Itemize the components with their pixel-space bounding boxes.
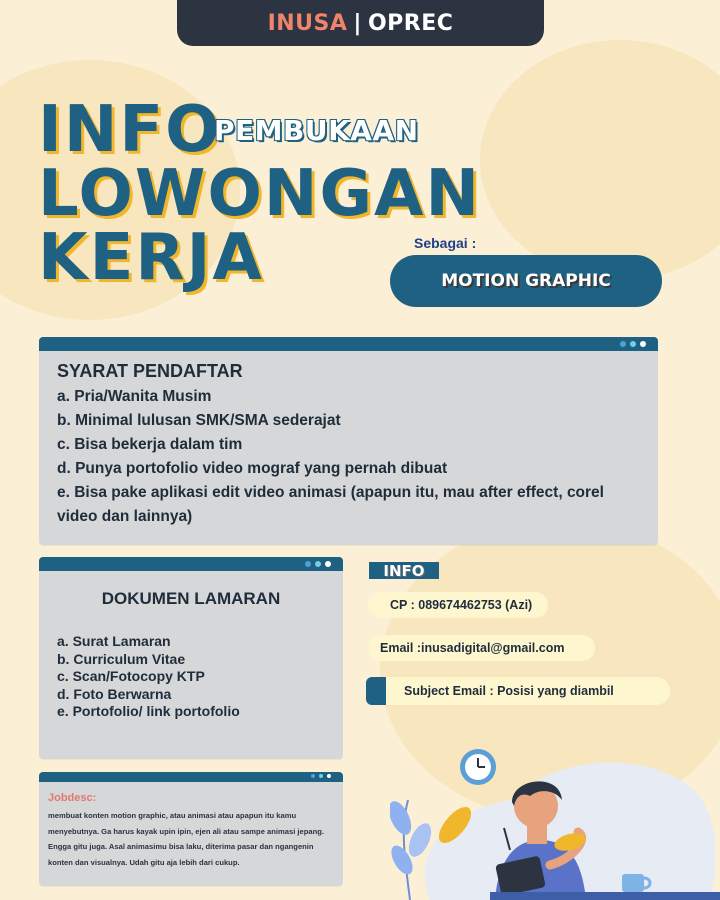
- contact-email[interactable]: [368, 635, 595, 661]
- role-badge: [390, 255, 662, 307]
- list-item: e. Portofolio/ link portofolio: [57, 703, 240, 719]
- jobdesc-text: membuat konten motion graphic, atau animasi atau apapun itu kamu menyebutnya. Ga harus kayak upin ipin, ejen ali atau sampe animasi jepang. Engga gitu juga. Asal animasimu bisa laku, diterima pasar dan ngangenin konten dan visualnya. Udah gitu aja lebih dari cukup.: [48, 811, 325, 867]
- window-dots: [620, 341, 646, 347]
- desk-shape: [490, 892, 720, 900]
- list-item: a. Surat Lamaran: [57, 633, 171, 649]
- headline-kerja: KERJA: [38, 221, 264, 295]
- window-dot-icon: [640, 341, 646, 347]
- documents-title: DOKUMEN LAMARAN: [101, 589, 281, 608]
- list-item: d. Punya portofolio video mograf yang pernah dibuat: [57, 460, 448, 477]
- window-dots: [311, 774, 331, 778]
- requirements-list: [57, 385, 638, 529]
- window-dot-icon: [305, 561, 311, 567]
- jobdesc-title: Jobdesc:: [48, 792, 97, 804]
- window-titlebar: [39, 337, 658, 351]
- window-dots: [305, 561, 331, 567]
- list-item: b. Curriculum Vitae: [57, 650, 186, 667]
- designer-illustration: [390, 740, 720, 900]
- info-label: INFO: [369, 562, 439, 579]
- window-dot-icon: [315, 561, 321, 567]
- headline-info: INFO: [38, 93, 222, 167]
- window-dot-icon: [311, 774, 315, 778]
- list-item: e. Bisa pake aplikasi edit video animasi (apapun itu, mau after effect, corel video dan lainnya): [57, 484, 604, 525]
- jobdesc-panel: [39, 772, 343, 886]
- subject-tab: [366, 677, 386, 705]
- role-prefix: Sebagai :: [414, 235, 477, 251]
- contact-phone: [368, 592, 548, 618]
- list-item: d. Foto Berwarna: [57, 685, 172, 702]
- brand-name: INUSA: [267, 10, 348, 36]
- header-bar: [177, 0, 544, 46]
- list-item: b. Minimal lulusan SMK/SMA sederajat: [57, 412, 341, 429]
- contact-email-text: Email :inusadigital@gmail.com: [380, 641, 565, 655]
- window-dot-icon: [327, 774, 331, 778]
- documents-list: [57, 633, 240, 721]
- list-item: c. Scan/Fotocopy KTP: [57, 668, 205, 684]
- contact-phone-text: CP : 089674462753 (Azi): [390, 598, 533, 612]
- header-separator: |: [353, 10, 362, 36]
- email-subject: [366, 677, 670, 705]
- window-dot-icon: [630, 341, 636, 347]
- header-tag: OPREC: [367, 10, 454, 36]
- window-dot-icon: [325, 561, 331, 567]
- role-title: MOTION GRAPHIC: [441, 271, 611, 291]
- window-dot-icon: [620, 341, 626, 347]
- requirements-panel: [39, 337, 658, 545]
- clock-icon: [460, 749, 496, 785]
- background-blob: [480, 40, 720, 280]
- headline-pembukaan: PEMBUKAAN: [214, 114, 419, 147]
- window-dot-icon: [319, 774, 323, 778]
- requirements-title: SYARAT PENDAFTAR: [57, 361, 243, 381]
- window-titlebar: [39, 557, 343, 571]
- documents-panel: [39, 557, 343, 759]
- headline-lowongan: LOWONGAN: [38, 157, 482, 231]
- list-item: c. Bisa bekerja dalam tim: [57, 436, 243, 453]
- window-titlebar: [39, 772, 343, 782]
- list-item: a. Pria/Wanita Musim: [57, 388, 212, 405]
- email-subject-text: Subject Email : Posisi yang diambil: [404, 684, 614, 698]
